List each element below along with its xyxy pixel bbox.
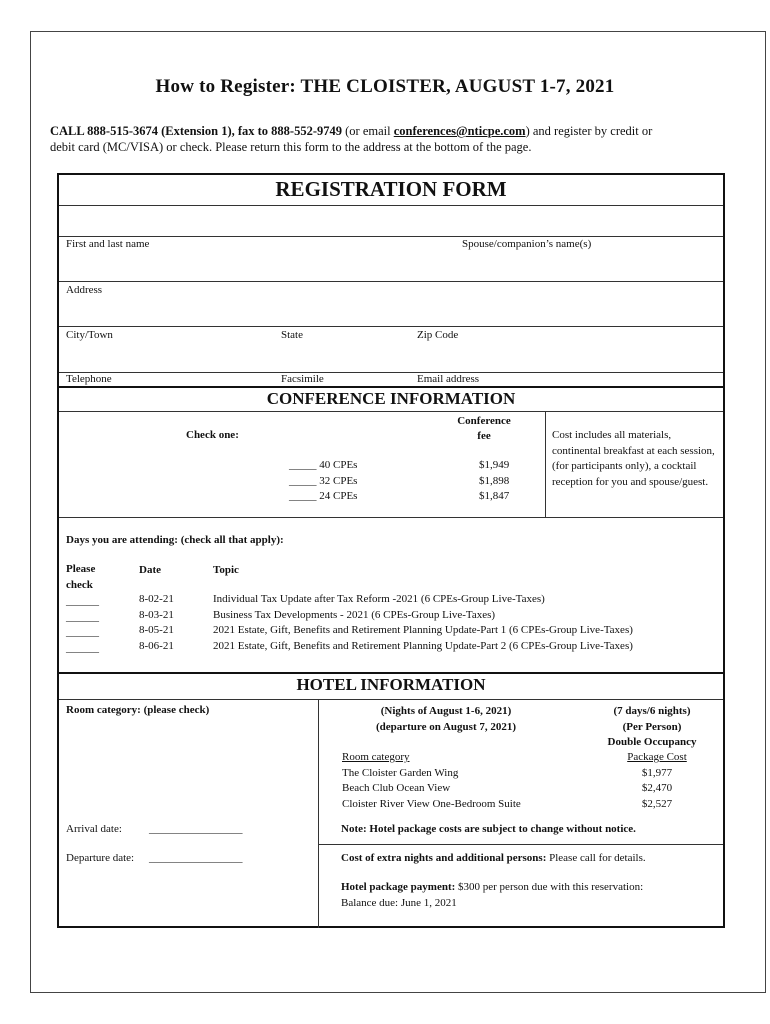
room-cost: $1,977: [641, 766, 673, 779]
please-header: Please: [66, 563, 96, 575]
day-check-blank[interactable]: ______: [66, 610, 99, 623]
cpe-fee: $1,847: [479, 490, 510, 502]
room-list: [342, 750, 521, 812]
day-date: 8-02-21: [139, 593, 174, 605]
telephone-field[interactable]: Telephone: [66, 373, 112, 385]
balance-due: Balance due: June 1, 2021: [341, 896, 457, 909]
email-field[interactable]: Email address: [417, 373, 480, 385]
divider: [318, 844, 723, 845]
room-cost-list: [607, 750, 707, 812]
hotel-payment-info: [341, 880, 721, 911]
departure-date-label: Departure date:: [66, 852, 135, 864]
day-topic-column: [213, 592, 723, 654]
day-date: 8-05-21: [139, 624, 174, 636]
package-cost-header: Package Cost: [627, 751, 687, 763]
column-divider: [545, 411, 546, 518]
column-divider: [318, 699, 319, 928]
conference-heading: CONFERENCE INFORMATION: [266, 389, 516, 408]
day-topic: 2021 Estate, Gift, Benefits and Retirement Planning Update-Part 2 (6 CPEs-Group Live-Taxes): [213, 639, 633, 652]
intro-rest-text: ) and register by credit or: [525, 124, 653, 138]
days-line2: (Per Person): [622, 720, 682, 733]
divider: [59, 699, 723, 700]
room-option[interactable]: Beach Club Ocean View: [342, 782, 451, 794]
room-cost: $2,470: [641, 782, 673, 794]
days-line1: (7 days/6 nights): [613, 705, 691, 717]
room-category-label: Room category: (please check): [66, 704, 210, 716]
city-field[interactable]: City/Town: [66, 329, 113, 341]
extra-nights-rest: Please call for details.: [546, 852, 646, 864]
divider: [59, 205, 723, 206]
day-check-blank[interactable]: ______: [66, 626, 99, 638]
day-check-blank[interactable]: ______: [66, 595, 99, 607]
nights-line2: (departure on August 7, 2021): [375, 720, 517, 733]
hotel-note: Note: Hotel package costs are subject to change without notice.: [341, 823, 636, 835]
cpe-fee: $1,949: [479, 459, 510, 471]
check-one-label: Check one:: [186, 429, 239, 441]
payment-bold: Hotel package payment:: [341, 881, 456, 893]
conference-fee-header: [439, 414, 529, 444]
please-check-header: [66, 562, 95, 593]
spouse-name-field[interactable]: Spouse/companion’s name(s): [462, 238, 592, 250]
zip-field[interactable]: Zip Code: [417, 329, 459, 341]
day-topic: Business Tax Developments - 2021 (6 CPEs-Group Live-Taxes): [213, 608, 496, 621]
days-attending-label: Days you are attending: (check all that apply):: [66, 534, 284, 546]
registration-form-heading: REGISTRATION FORM: [275, 177, 507, 201]
arrival-date-label: Arrival date:: [66, 823, 122, 835]
day-topic: 2021 Estate, Gift, Benefits and Retirement Planning Update-Part 1 (6 CPEs-Group Live-Taxes): [213, 624, 633, 636]
first-last-name-field[interactable]: First and last name: [66, 238, 150, 250]
cpe-options: [289, 458, 357, 505]
room-option[interactable]: The Cloister Garden Wing: [342, 766, 459, 779]
divider: [59, 281, 723, 282]
divider: [59, 517, 723, 518]
email-link[interactable]: conferences@nticpe.com: [393, 124, 526, 138]
section-divider: [59, 672, 723, 674]
divider: [59, 372, 723, 373]
cpe-option-40[interactable]: _____ 40 CPEs: [289, 459, 358, 471]
extra-nights-bold: Cost of extra nights and additional persons:: [341, 852, 547, 864]
hotel-heading: HOTEL INFORMATION: [296, 675, 486, 694]
divider: [59, 326, 723, 327]
day-topic: Individual Tax Update after Tax Reform -2021 (6 CPEs-Group Live-Taxes): [213, 593, 545, 605]
room-category-header: Room category: [342, 751, 410, 763]
cpe-fee: $1,898: [479, 474, 510, 487]
call-text: CALL 888-515-3674 (Extension 1), fax to 888-552-9749: [50, 124, 343, 138]
address-field[interactable]: Address: [66, 284, 103, 296]
section-divider: [59, 386, 723, 388]
cpe-fees: [479, 458, 509, 505]
day-check-blank[interactable]: ______: [66, 641, 99, 654]
arrival-date-input[interactable]: _________________: [149, 823, 243, 835]
intro-line2: debit card (MC/VISA) or check. Please return this form to the address at the bottom of the page.: [50, 140, 532, 154]
date-header: Date: [139, 564, 161, 576]
page-title: How to Register: THE CLOISTER, AUGUST 1-7, 2021: [155, 76, 615, 97]
fee-header-line1: Conference: [457, 415, 511, 427]
registration-form: [57, 173, 725, 928]
intro-paragraph: [50, 123, 730, 155]
cost-includes-note: Cost includes all materials, continental breakfast at each session, (for participants only), a cocktail reception for you and spouse/guest.: [552, 429, 715, 488]
divider: [59, 236, 723, 237]
day-check-column: [66, 594, 99, 656]
day-date-column: [139, 592, 174, 654]
days-line3: Double Occupancy: [607, 736, 697, 748]
topic-header: Topic: [213, 564, 239, 576]
day-date: 8-03-21: [139, 608, 174, 621]
days-info: [587, 704, 717, 751]
room-option[interactable]: Cloister River View One-Bedroom Suite: [342, 797, 521, 810]
fee-header-line2: fee: [477, 430, 491, 442]
departure-date-input[interactable]: _________________: [149, 852, 243, 864]
cpe-option-32[interactable]: _____ 32 CPEs: [289, 474, 358, 487]
cpe-option-24[interactable]: _____ 24 CPEs: [289, 490, 358, 502]
nights-info: [341, 704, 551, 735]
day-date: 8-06-21: [139, 639, 174, 652]
state-field[interactable]: State: [281, 329, 303, 341]
facsimile-field[interactable]: Facsimile: [281, 373, 324, 385]
nights-line1: (Nights of August 1-6, 2021): [380, 705, 512, 717]
divider: [59, 411, 723, 412]
extra-nights-info: [341, 852, 646, 864]
or-email-text: (or email: [342, 124, 394, 138]
payment-rest: $300 per person due with this reservation:: [455, 881, 644, 893]
check-header: check: [66, 578, 93, 591]
room-cost: $2,527: [641, 797, 673, 810]
